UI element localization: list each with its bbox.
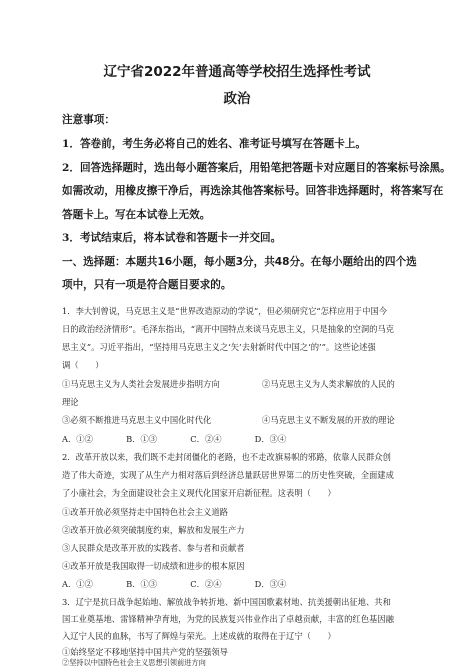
q1-line-1: 1．李大钊曾说，马克思主义是“世界改造原动的学说”，但必须研究它“怎样应用于中国今 (62, 306, 387, 316)
notice-line-1: 1．答卷前，考生务必将自己的姓名、准考证号填写在答题卡上。 (62, 138, 366, 150)
q1-line-4: 调（ ） (62, 360, 104, 370)
q1-line-2: 日的政治经济情形”。毛泽东指出，“离开中国特点来谈马克思主义，只是抽象的空洞的马克 (62, 324, 395, 334)
notice-line-3: 如需改动，用橡皮擦干净后，再选涂其他答案标号。回答非选择题时，将答案写在 (62, 185, 444, 197)
q3-line-3: 入辽宁人民的血脉，书写了辉煌与荣光。上述成就的取得在于辽宁（ ） (62, 631, 336, 641)
q2-line-2: 造了伟大奇迹，实现了从生产力相对落后到经济总量跃居世界第二的历史性突破，全面建成 (62, 470, 394, 480)
q1-option-2-cont: 理论 (62, 397, 79, 407)
q2-option-2: ②改革开放必须突破制度约束，解放和发展生产力 (62, 525, 245, 535)
subject-title: 政治 (223, 91, 251, 107)
q1-option-4: ④马克思主义不断发展的开放的理论 (262, 415, 395, 425)
q3-line-1: 3．辽宁是抗日战争起始地、解放战争转折地、新中国国歌素材地、抗美援朝出征地、共和 (62, 597, 391, 607)
notice-heading: 注意事项： (62, 114, 115, 126)
q2-line-1: 2．改革开放以来，我们既不走封闭僵化的老路，也不走改旗易帜的邪路，依靠人民群众创 (62, 452, 391, 462)
q3-option-2: ②坚持以中国特色社会主义思想引领前进方向 (62, 658, 206, 667)
q2-option-4: ④改革开放是我国取得一切成绩和进步的根本原因 (62, 561, 245, 571)
q1-choices: A．①② B．①③ C．②④ D．③④ (62, 434, 287, 444)
q2-option-1: ①改革开放必须坚持走中国特色社会主义道路 (62, 507, 228, 517)
q2-option-3: ③人民群众是改革开放的实践者、参与者和贡献者 (62, 543, 245, 553)
q3-line-2: 国工业奠基地、雷锋精神孕育地，为党的民族复兴伟业作出了卓越贡献，丰富的红色基因融 (62, 614, 394, 624)
q1-line-3: 思主义”。习近平指出，“坚持用马克思主义之‘矢’去射新时代中国之‘的’”。这些论述强 (62, 342, 376, 352)
section-heading-line-2: 项中，只有一项是符合题目要求的。 (62, 279, 232, 291)
q1-option-2: ②马克思主义为人类求解放的人民的 (262, 379, 395, 389)
q2-choices: A．①② B．①③ C．②④ D．③④ (62, 579, 287, 589)
q2-line-3: 了小康社会，为全面建设社会主义现代化国家开启新征程。这表明（ ） (62, 488, 336, 498)
q3-option-1: ①始终坚定不移地坚持中国共产党的坚强领导 (62, 647, 228, 657)
q1-option-3: ③必须不断推进马克思主义中国化时代化 (62, 415, 212, 425)
exam-title: 辽宁省2022年普通高等学校招生选择性考试 (103, 64, 371, 80)
q1-option-1: ①马克思主义为人类社会发展进步指明方向 (62, 379, 220, 389)
section-heading-line-1: 一、选择题：本题共16小题，每小题3分，共48分。在每小题给出的四个选 (62, 256, 417, 268)
notice-line-5: 3．考试结束后，将本试卷和答题卡一并交回。 (62, 232, 282, 244)
notice-line-2: 2．回答选择题时，选出每小题答案后，用铅笔把答题卡对应题目的答案标号涂黑。 (62, 162, 451, 174)
notice-line-4: 答题卡上。写在本试卷上无效。 (62, 209, 211, 221)
